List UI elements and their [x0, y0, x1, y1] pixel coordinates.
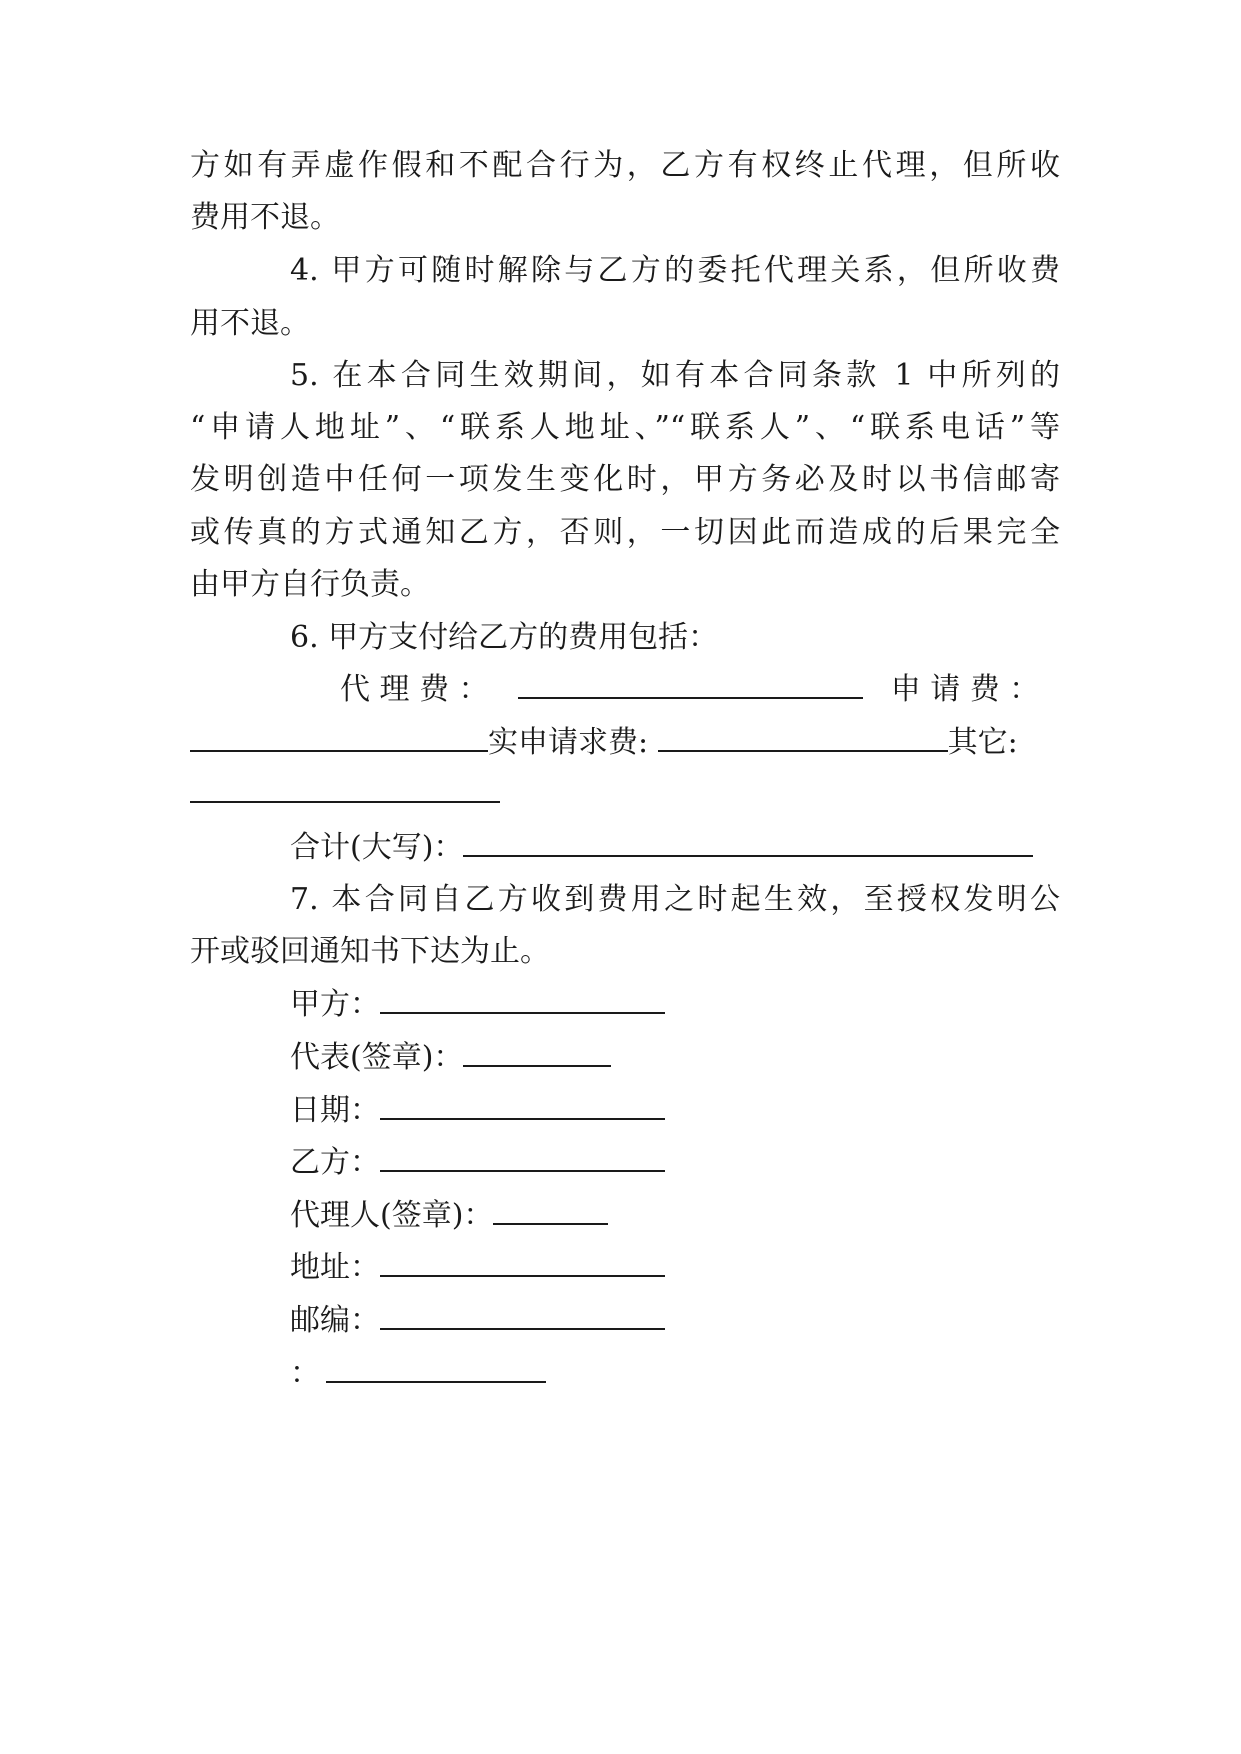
paragraph-6-line-1: 6. 甲方支付给乙方的费用包括：	[290, 620, 719, 655]
paragraph-5-line-3: 发明创造中任何一项发生变化时，甲方务必及时以书信邮寄	[190, 462, 1060, 497]
paragraph-4-line-2: 用不退。	[190, 306, 310, 341]
total-label: 合计(大写)：	[290, 830, 464, 865]
representative-blank[interactable]	[463, 1035, 611, 1067]
address-line	[290, 1240, 1060, 1296]
other-fee-label: 其它:	[947, 725, 1018, 760]
application-fee-label: 申 请 费 ：	[890, 672, 1040, 707]
paragraph-7-line-1: 7. 本合同自乙方收到费用之时起生效，至授权发明公	[290, 882, 1060, 917]
postcode-blank[interactable]	[380, 1298, 665, 1330]
address-blank[interactable]	[380, 1245, 665, 1277]
examination-fee-blank[interactable]	[658, 720, 948, 752]
total-blank[interactable]	[463, 825, 1033, 857]
party-a-label: 甲方：	[290, 987, 380, 1022]
paragraph-4-line-1: 4. 甲方可随时解除与乙方的委托代理关系，但所收费	[290, 253, 1060, 288]
paragraph-7-line-2: 开或驳回通知书下达为止。	[190, 934, 550, 969]
party-a-line	[290, 977, 1060, 1033]
date-label: 日期：	[290, 1093, 380, 1128]
date-blank[interactable]	[380, 1088, 665, 1120]
address-label: 地址：	[290, 1250, 380, 1285]
agent-line	[290, 1188, 1060, 1244]
paragraph-5-line-1: 5. 在本合同生效期间，如有本合同条款 1 中所列的	[290, 358, 1060, 393]
party-a-blank[interactable]	[380, 982, 665, 1014]
representative-line	[290, 1030, 1060, 1086]
paragraph-5-line-2: “申请人地址”、“联系人地址、”“联系人”、“联系电话”等	[190, 410, 1060, 445]
paragraph-3-line-2: 费用不退。	[190, 200, 340, 235]
final-field-blank[interactable]	[326, 1351, 546, 1383]
party-b-blank[interactable]	[380, 1140, 665, 1172]
postcode-line	[290, 1293, 1060, 1349]
representative-label: 代表(签章)：	[290, 1040, 464, 1075]
agent-label: 代理人(签章)：	[290, 1198, 494, 1233]
final-field-label: ：	[290, 1356, 320, 1391]
party-b-line	[290, 1135, 1060, 1191]
other-fee-blank[interactable]	[190, 771, 500, 803]
application-fee-blank[interactable]	[190, 720, 488, 752]
agency-fee-label: 代 理 费 ：	[340, 672, 489, 707]
paragraph-5-line-5: 由甲方自行负责。	[190, 567, 430, 602]
fee-line-2	[190, 715, 1060, 771]
party-b-label: 乙方：	[290, 1145, 380, 1180]
paragraph-5-line-4: 或传真的方式通知乙方，否则，一切因此而造成的后果完全	[190, 515, 1060, 550]
final-field-line	[290, 1346, 1060, 1402]
agency-fee-blank[interactable]	[518, 667, 863, 699]
examination-fee-label: 实申请求费:	[488, 725, 649, 760]
fee-line-3	[190, 766, 1060, 822]
postcode-label: 邮编：	[290, 1303, 380, 1338]
agent-blank[interactable]	[493, 1193, 608, 1225]
paragraph-3-line-1: 方如有弄虚作假和不配合行为，乙方有权终止代理，但所收	[190, 148, 1060, 183]
total-line	[290, 820, 1060, 876]
date-line	[290, 1083, 1060, 1139]
fee-line-1	[340, 662, 1060, 718]
